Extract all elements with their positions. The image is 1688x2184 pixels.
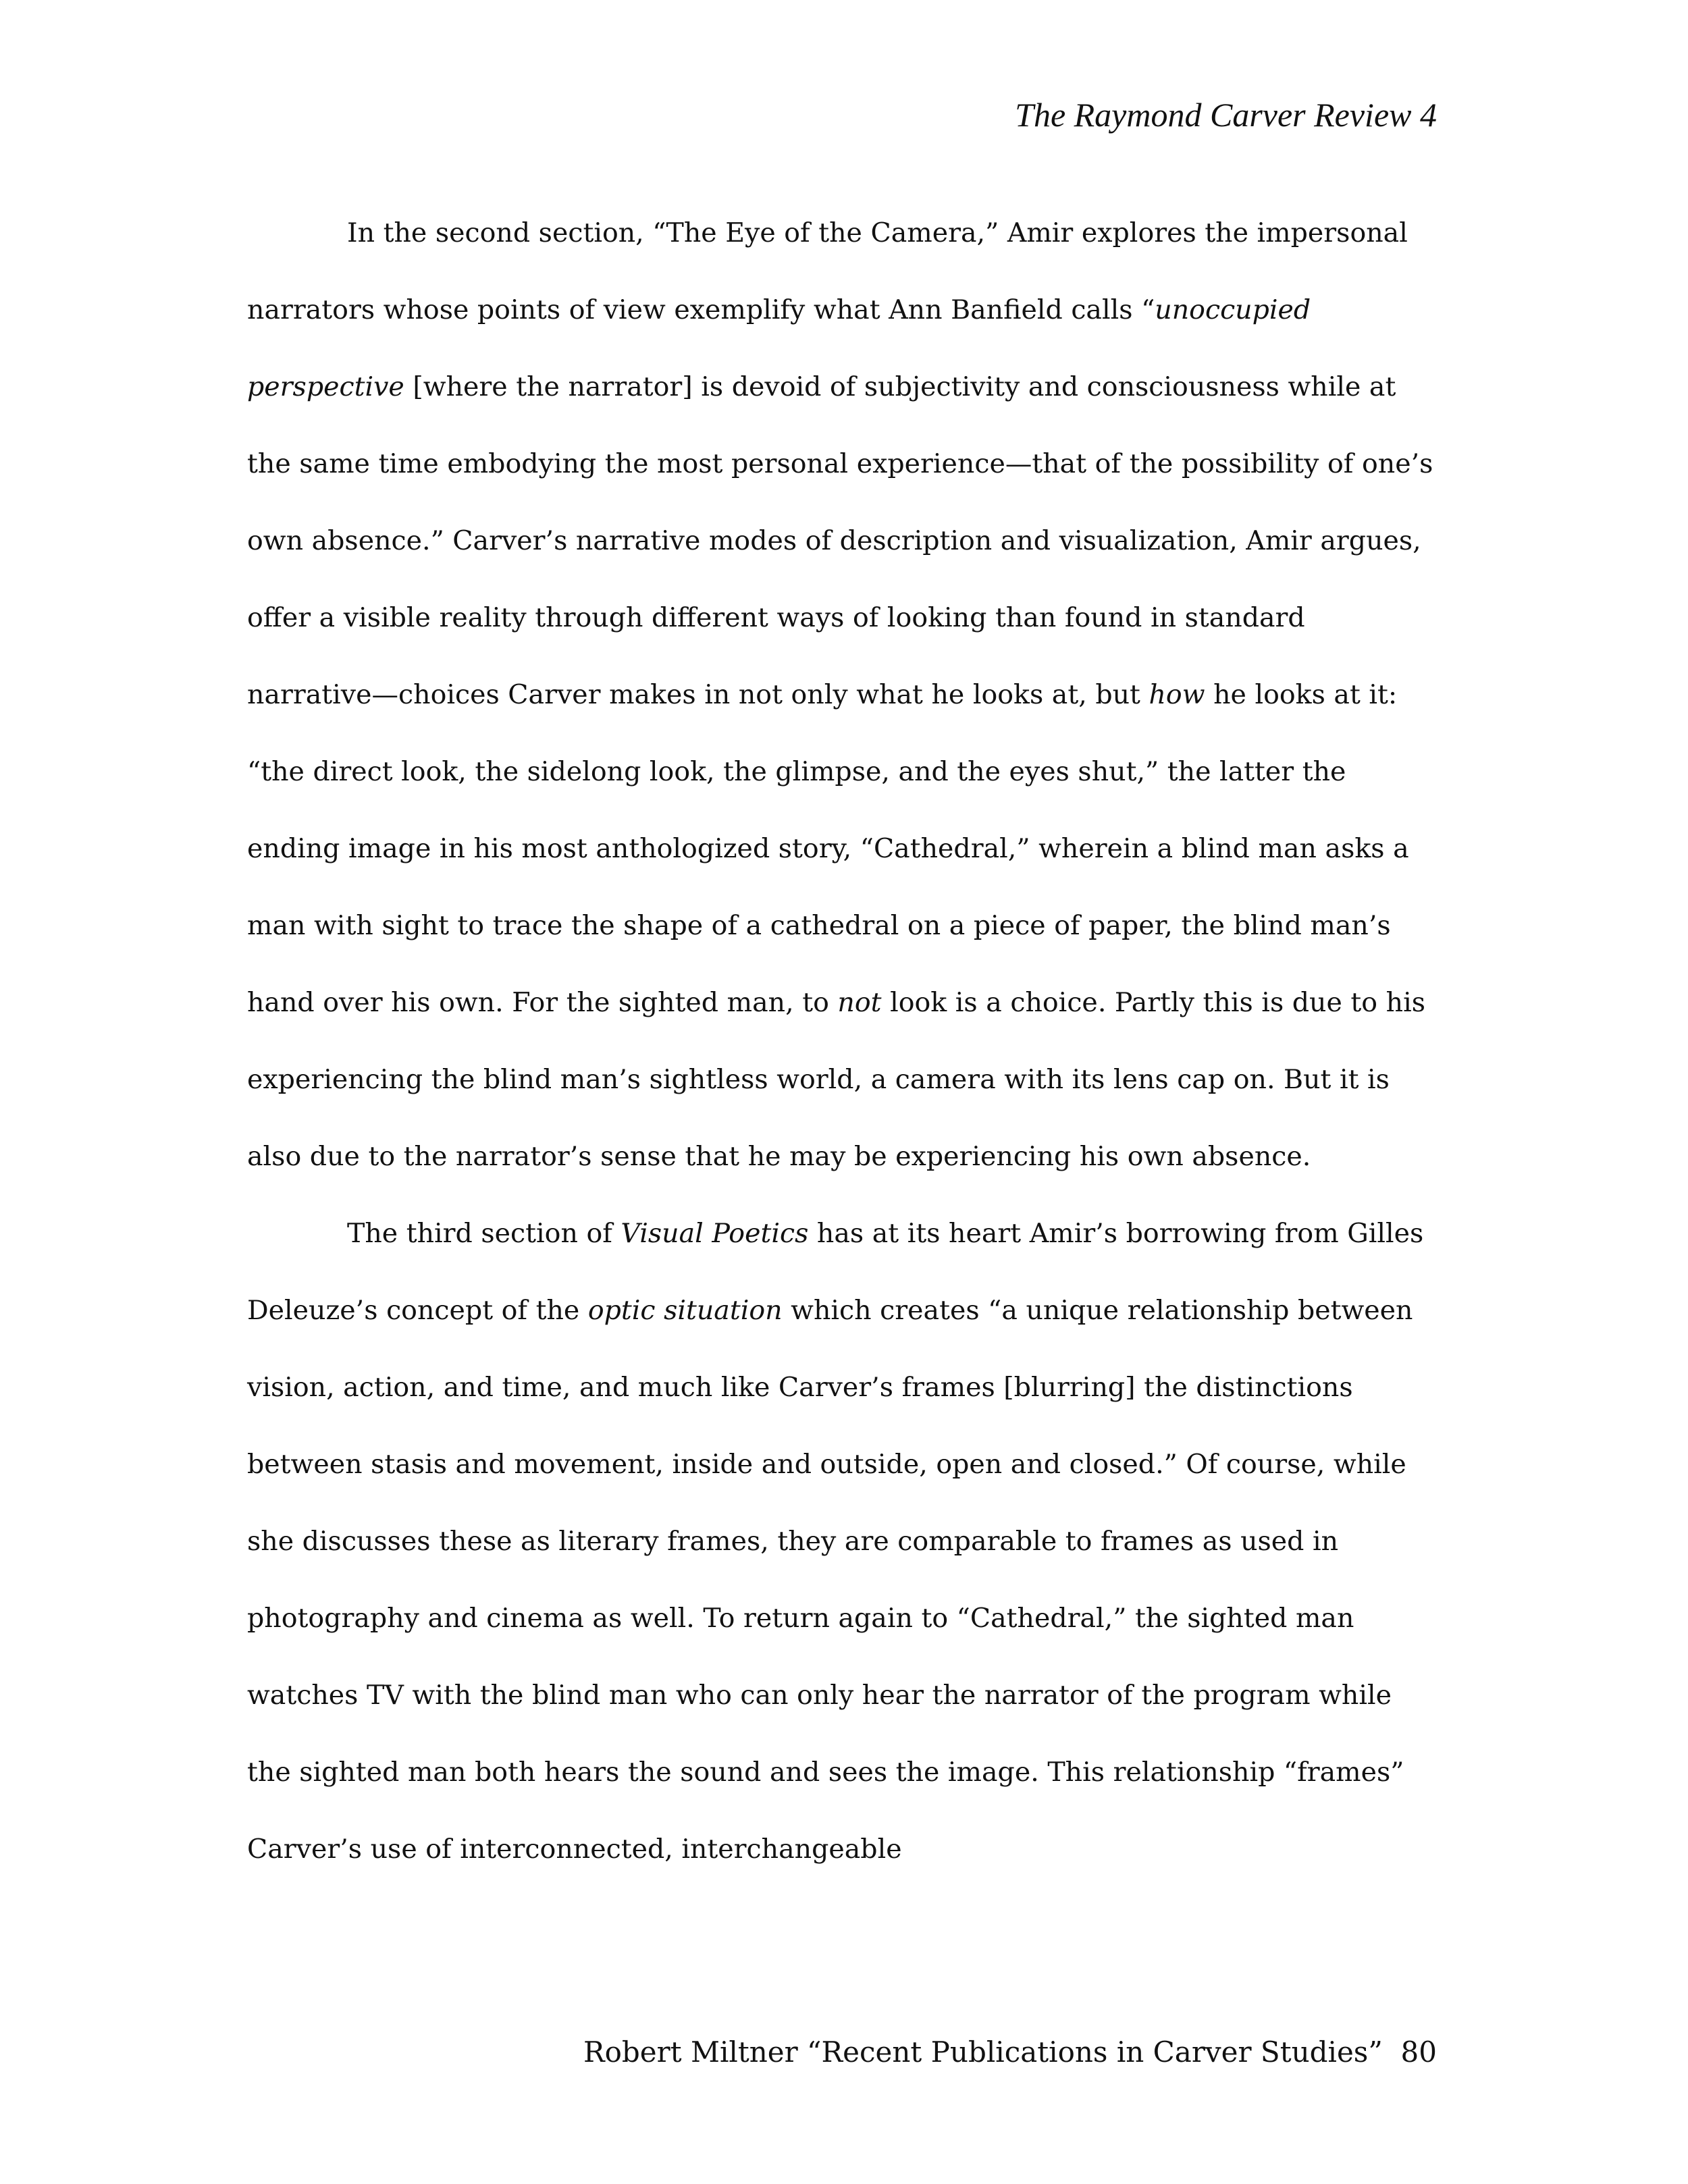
running-head: The Raymond Carver Review 4 — [1015, 96, 1437, 134]
paragraph-1 — [247, 194, 1437, 1195]
page-footer — [583, 2032, 1437, 2073]
paragraph-2-text-c: which creates “a unique relationship between vision, action, and time, and much like Carver’s frames [blurring] the distinctions between stasis and movement, inside and outside, open and closed.” Of course, while she discusses these as literary frames, they are comparable to frames as used in photography and cinema as well. To return again to “Cathedral,” the sighted man watches TV with the blind man who can only hear the narrator of the program while the sighted man both hears the sound and sees the image. This relationship “frames” Carver’s use of interconnected, interchangeable — [247, 1295, 1413, 1865]
paragraph-1-text-d: look is a choice. Partly this is due to his experiencing the blind man’s sightless world, a camera with its lens cap on. But it is also due to the narrator’s sense that he may be experiencing his own absence. — [247, 987, 1425, 1172]
paragraph-2-italic-a: Visual Poetics — [621, 1218, 809, 1249]
paragraph-2-text-b: has at its heart Amir’s borrowing from Gilles Deleuze’s concept of the — [247, 1218, 1424, 1326]
paragraph-2 — [247, 1195, 1437, 1888]
paragraph-1-italic-b: how — [1149, 679, 1205, 710]
paragraph-1-text-a: In the second section, “The Eye of the Camera,” Amir explores the impersonal narrators whose points of view exemplify what Ann Banfield calls “ — [247, 217, 1408, 325]
paragraph-1-italic-a: unoccupied perspective — [247, 294, 1311, 402]
paragraph-1-text-b: [where the narrator] is devoid of subjectivity and consciousness while at the same time embodying the most personal experience—that of the possibility of one’s own absence.” Carver’s narrative modes of description and visualization, Amir argues, offer a visible reality through different ways of looking than found in standard narrative—choices Carver makes in not only what he looks at, but — [247, 371, 1433, 710]
body-text — [247, 194, 1437, 1888]
paragraph-1-italic-c: not — [837, 987, 882, 1018]
paragraph-2-italic-b: optic situation — [587, 1295, 783, 1326]
paragraph-1-text-c: he looks at it: “the direct look, the sidelong look, the glimpse, and the eyes shut,” the latter the ending image in his most anthologized story, “Cathedral,” wherein a blind man asks a man with sight to trace the shape of a cathedral on a piece of paper, the blind man’s hand over his own. For the sighted man, to — [247, 679, 1409, 1018]
paragraph-2-text-a: The third section of — [347, 1218, 621, 1249]
footer-citation: Robert Miltner “Recent Publications in Carver Studies” — [583, 2035, 1383, 2069]
page-number: 80 — [1400, 2035, 1437, 2069]
